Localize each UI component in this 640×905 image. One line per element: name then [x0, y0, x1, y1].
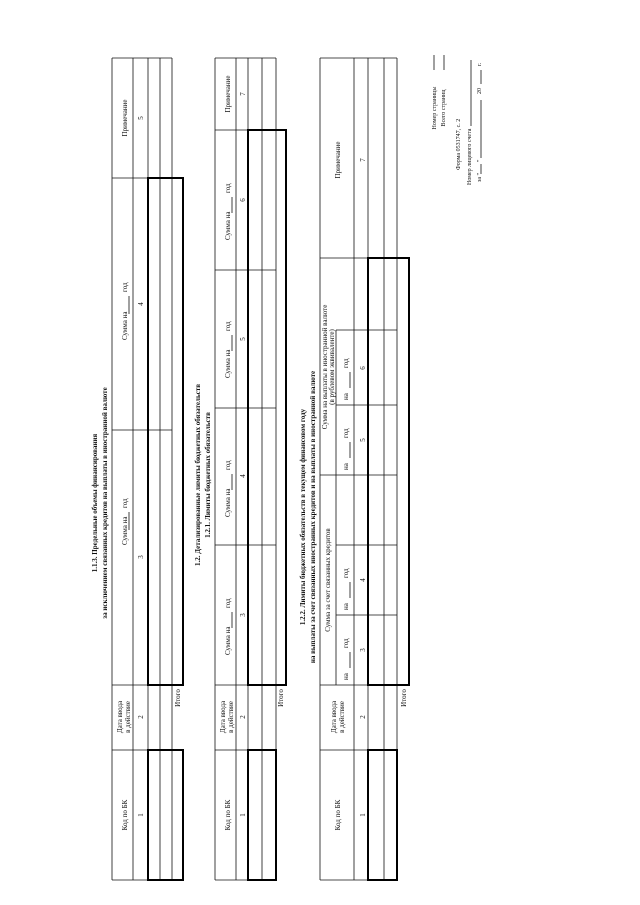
col-date-label-2: в действие [124, 701, 132, 733]
col-num-1: 1 [359, 813, 367, 817]
col-num-5: 5 [239, 337, 247, 341]
col-sum2-year: год [121, 282, 129, 292]
table-1-1-3-sum-box [148, 178, 183, 685]
table-1-2-1 [215, 58, 286, 880]
sum-col-3-label: Сумма на [224, 626, 232, 655]
col-num-3: 3 [239, 613, 247, 617]
sub-col-6-prefix: на [342, 393, 350, 400]
date-prefix: за " [477, 173, 483, 182]
total-label: Итого [277, 689, 285, 707]
sum-col-5-label: Сумма на [224, 349, 232, 378]
sub-col-4-prefix: на [342, 603, 350, 610]
sum-col-3-year: год [224, 598, 232, 608]
col-num-1: 1 [239, 813, 247, 817]
col-num-3: 3 [137, 555, 145, 559]
col-date-label-1: Дата ввода [219, 700, 227, 734]
col-num-5: 5 [359, 438, 367, 442]
col-sum1-year: год [121, 498, 129, 508]
section-1-1-3-title: 1.1.3. Предельные объемы финансирования [91, 433, 99, 573]
section-1-2-2-subtitle: на выплаты за счет связанных иностранных кредитов и на выплаты в иностранной валюте [309, 370, 317, 664]
col-kod-label: Код по БК [121, 799, 129, 831]
col-sum1-label: Сумма на [121, 516, 129, 545]
col-num-4: 4 [137, 302, 145, 306]
group-linked-credits: Сумма за счет связанных кредитов [324, 528, 332, 632]
col-num-6: 6 [359, 366, 367, 370]
table-1-1-3-code-box [148, 750, 183, 880]
sub-col-3-year: год [342, 638, 350, 648]
col-date-label-1: Дата ввода [116, 700, 124, 734]
col-num-4: 4 [359, 578, 367, 582]
date-quote: " [477, 159, 483, 162]
table-1-2-2-code-box [368, 750, 397, 880]
col-num-5: 5 [137, 116, 145, 120]
page-numbering [432, 55, 447, 129]
section-1-1-3-subtitle: за исключением связанных кредитов на выплаты в иностранной валюте [101, 387, 109, 619]
group-foreign-currency: Сумма на выплаты в иностранной валюте [321, 304, 329, 430]
section-1-2-2-title: 1.2.2. Лимиты бюджетных обязательств в текущем финансовом году [299, 408, 307, 626]
col-note-label: Примечание [334, 141, 342, 179]
col-num-7: 7 [239, 92, 247, 96]
col-num-3: 3 [359, 648, 367, 652]
sub-col-5-year: год [342, 428, 350, 438]
col-num-7: 7 [359, 158, 367, 162]
sum-col-5-year: год [224, 321, 232, 331]
section-1-2-1-title: 1.2.1. Лимиты бюджетных обязательств [204, 412, 212, 538]
account-number-label: Номер лицевого счета [467, 128, 473, 185]
col-num-2: 2 [239, 715, 247, 719]
col-num-2: 2 [137, 715, 145, 719]
section-1-2-title: 1.2. Детализированные лимиты бюджетных обязательств [194, 384, 202, 566]
section-1-2-2 [299, 58, 409, 880]
sub-col-6-year: год [342, 358, 350, 368]
table-1-2-1-sum-box [248, 130, 286, 685]
sum-col-6-label: Сумма на [224, 211, 232, 240]
total-label: Итого [400, 689, 408, 707]
table-1-1-3 [112, 58, 183, 880]
col-date-label-2: в действие [227, 701, 235, 733]
sum-col-4-year: год [224, 460, 232, 470]
group-foreign-currency-note: (в рублевом эквиваленте) [328, 329, 336, 405]
sub-col-3-prefix: на [342, 673, 350, 680]
col-sum2-label: Сумма на [121, 311, 129, 340]
sub-col-4-year: год [342, 568, 350, 578]
table-1-2-2 [320, 58, 409, 880]
col-date-label-1: Дата ввода [330, 700, 338, 734]
col-date-label-2: в действие [338, 701, 346, 733]
col-note-label: Примечание [121, 99, 129, 137]
col-num-1: 1 [137, 813, 145, 817]
sub-col-5-prefix: на [342, 463, 350, 470]
total-label: Итого [174, 689, 182, 707]
date-year-prefix: 20 [477, 88, 483, 94]
table-1-2-2-sum-box [368, 258, 409, 685]
col-kod-label: Код по БК [334, 799, 342, 831]
sum-col-4-label: Сумма на [224, 488, 232, 517]
date-year-suffix: г. [477, 62, 483, 66]
page-number-label: Номер страницы [432, 86, 438, 130]
form-number-label: Форма 0531747, с. 2 [456, 118, 462, 170]
sum-col-6-year: год [224, 183, 232, 193]
form-header [456, 60, 483, 185]
pages-total-label: Всего страниц [441, 89, 447, 127]
col-num-4: 4 [239, 474, 247, 478]
col-num-6: 6 [239, 198, 247, 202]
col-note-label: Примечание [224, 75, 232, 113]
section-1-1-3 [91, 58, 183, 880]
section-1-2 [194, 58, 286, 880]
col-num-2: 2 [359, 715, 367, 719]
col-kod-label: Код по БК [224, 799, 232, 831]
